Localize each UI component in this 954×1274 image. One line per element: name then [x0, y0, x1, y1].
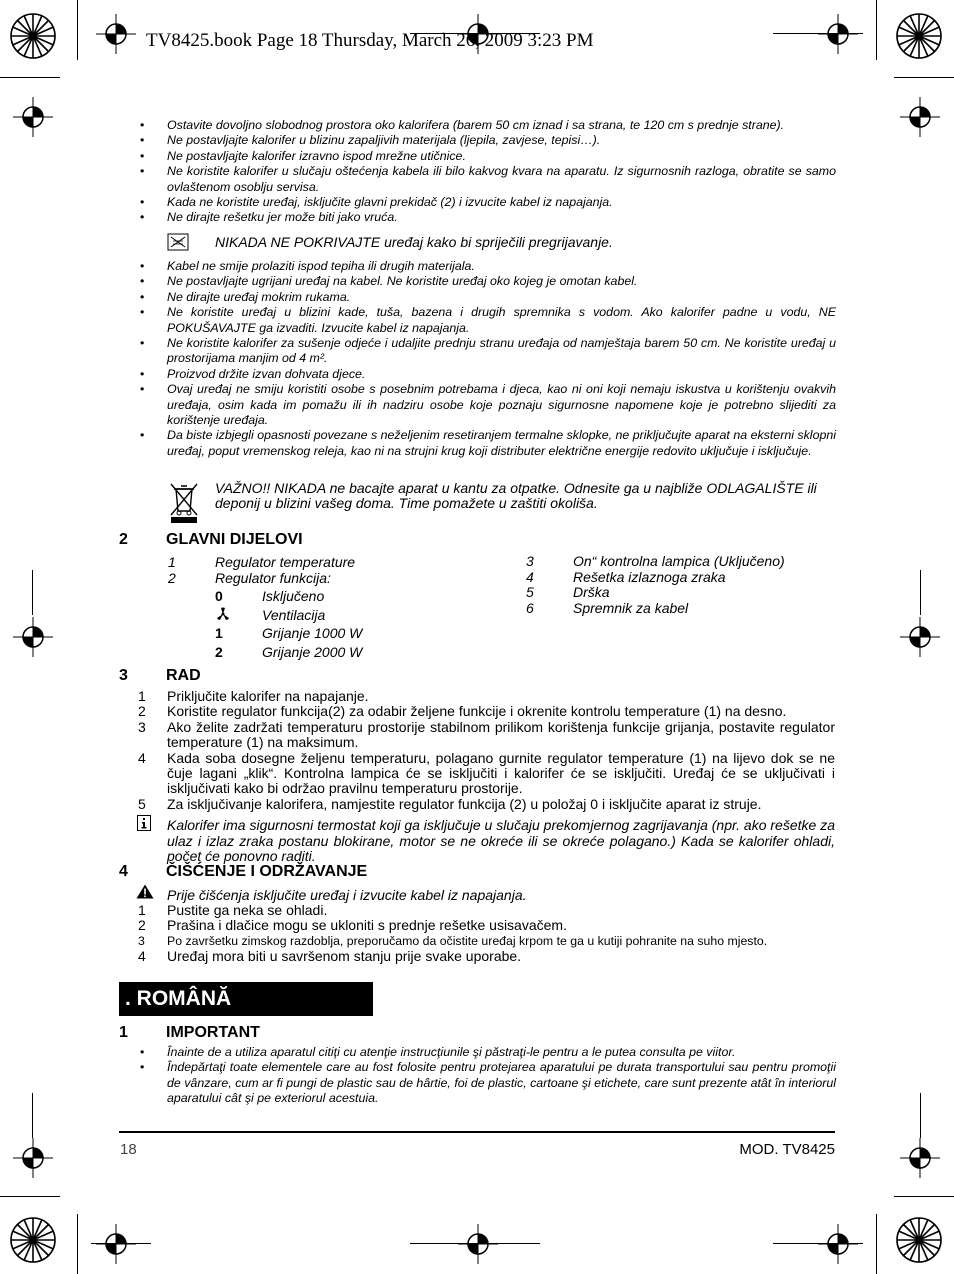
parts-list-left [168, 554, 508, 586]
starburst-mark-icon [10, 13, 56, 59]
function-key: 1 [215, 625, 223, 641]
section-number: 3 [119, 667, 128, 684]
list-item [215, 588, 515, 607]
function-list [215, 588, 515, 662]
list-item [138, 934, 835, 949]
step-number: 1 [138, 688, 146, 704]
step-text: Za isključivanje kalorifera, namjestite regulator funkcija (2) u položaj 0 i isključite aparat iz struje. [167, 795, 762, 812]
part-name: Regulator funkcija: [215, 570, 331, 586]
step-number: 3 [138, 718, 146, 735]
safety-list-a [140, 118, 836, 226]
starburst-mark-icon [10, 1217, 56, 1263]
step-number: 4 [138, 948, 146, 965]
crosshair-mark-icon [13, 617, 53, 657]
crossed-bin-icon [168, 481, 200, 525]
function-name: Grijanje 1000 W [262, 625, 363, 641]
list-item [138, 918, 835, 933]
model-label: MOD. TV8425 [739, 1141, 835, 1158]
page-number: 18 [120, 1141, 137, 1158]
part-name: On“ kontrolna lampica (Uključeno) [573, 553, 785, 569]
part-name: Regulator temperature [215, 554, 356, 570]
list-item: • Ne koristite uređaj u blizini kade, tuša, bazena i drugih spremnika s vodom. Ako kalorifer padne u vodu, NE POKUŠAVAJTE ga izvaditi. Izvucite kabel iz napajanja. [140, 305, 836, 336]
step-text: Koristite regulator funkcija(2) za odabir željene funkcije i okrenite kontrolu temperature (1) na desno. [167, 703, 787, 720]
warning-note: Prije čišćenja isključite uređaj i izvucite kabel iz napajanja. [167, 887, 527, 903]
section-title: GLAVNI DIJELOVI [166, 531, 303, 548]
step-number: 2 [138, 917, 146, 934]
crosshair-mark-icon [458, 1224, 498, 1264]
list-item: • Îndepărtaţi toate elementele care au fost folosite pentru protejarea aparatului pe durata transportului sau pentru promoţii de vânzare, cum ar fi pungi de plastic sau de hârtie, foi de plastic, cartoane şi etichete, care sunt prezente atât în interiorul aparatului cât şi pe exteriorul acestuia. [140, 1060, 836, 1106]
part-number: 5 [526, 584, 534, 600]
list-item: • Proizvod držite izvan dohvata djece. [140, 367, 836, 382]
step-text: Po završetku zimskog razdoblja, preporučamo da očistite uređaj krpom te ga u kutiji pohranite na suho mjesto. [167, 933, 768, 948]
crosshair-mark-icon [96, 1224, 136, 1264]
crop-line [410, 1243, 540, 1244]
list-item [215, 607, 515, 626]
banner-title: . ROMÂNĂ [125, 987, 232, 1010]
list-item: • Kada ne koristite uređaj, isključite glavni prekidač (2) i izvucite kabel iz napajanja. [140, 195, 836, 210]
romana-bullets [140, 1045, 836, 1107]
crop-line [0, 1196, 60, 1197]
part-number: 6 [526, 599, 534, 616]
list-item: • Ne koristite kalorifer u slučaju oštećenja kabela ili bilo kakvog kvara na aparatu. Iz sigurnosnih razloga, obratite se samo ovlaštenom osoblju servisa. [140, 164, 836, 195]
info-icon [137, 815, 151, 831]
part-number: 4 [526, 568, 534, 585]
list-item: • Ostavite dovoljno slobodnog prostora oko kalorifera (barem 50 cm iznad i sa strana, te 120 cm s prednje strane). [140, 118, 836, 133]
safety-list-b [140, 259, 836, 459]
starburst-mark-icon [896, 1217, 942, 1263]
list-item [526, 570, 836, 586]
part-number: 2 [168, 570, 176, 586]
operation-steps [138, 689, 835, 812]
crosshair-mark-icon [818, 1224, 858, 1264]
list-item: • Ne postavljajte kalorifer u blizinu zapaljivih materijala (ljepila, zavjese, tepisi…). [140, 133, 836, 148]
list-item: • Ovaj uređaj ne smiju koristiti osobe s posebnim potrebama i djeca, kao ni oni koji nemaju iskustva u korištenju ovakvih uređaja, osim kada im pomažu ili ih nadziru osobe koje poznaju sigurnosne napomene koje je potrebno slijediti za korištenje uređaja. [140, 382, 836, 428]
part-name: Drška [573, 584, 610, 600]
section-title: ČIŠĆENJE I ODRŽAVANJE [166, 863, 368, 880]
list-item [215, 625, 515, 644]
crosshair-mark-icon [900, 1138, 940, 1178]
step-number: 1 [138, 902, 146, 918]
list-item [138, 949, 835, 964]
list-item [138, 689, 835, 704]
list-item: • Da biste izbjegli opasnosti povezane s neželjenim resetiranjem termalne sklopke, ne priključujte aparat na eksterni sklopni uređaj, poput vremenskog releja, kao ni na strujni krug koji distributer električne energije redovito uključuje i isključuje. [140, 428, 836, 459]
crop-line [920, 1093, 921, 1138]
part-number: 1 [168, 554, 176, 570]
list-item: • Ne dirajte uređaj mokrim rukama. [140, 290, 836, 305]
crop-line [773, 33, 863, 34]
list-item [138, 751, 835, 797]
crop-line [32, 1093, 33, 1138]
step-text: Ako želite zadržati temperaturu prostorije stabilnom prilikom korištenja funkcije grijanja, postavite regulator temperature (1) na maksimum. [167, 718, 835, 751]
part-number: 3 [526, 553, 534, 569]
cleaning-steps [138, 903, 835, 965]
crop-line [77, 1214, 78, 1274]
list-item [526, 585, 836, 601]
part-name: Spremnik za kabel [573, 599, 689, 616]
function-name: Ventilacija [262, 606, 326, 623]
list-item: • Înainte de a utiliza aparatul citiţi cu atenţie instrucţiunile şi păstraţi-le pentru a le putea consulta pe viitor. [140, 1045, 836, 1060]
parts-list-right [526, 554, 836, 616]
no-cover-note: NIKADA NE POKRIVAJTE uređaj kako bi spriječili pregrijavanje. [215, 234, 613, 250]
step-number: 5 [138, 795, 146, 812]
section-number: 4 [119, 863, 128, 880]
section-number: 1 [119, 1024, 128, 1041]
crosshair-mark-icon [900, 97, 940, 137]
list-item: • Ne koristite kalorifer za sušenje odjeće i udaljite prednju stranu uređaja od namještaja barem 50 cm. Ne koristite uređaj u prostorijama manjim od 4 m². [140, 336, 836, 367]
list-item: • Ne dirajte rešetku jer može biti jako vruća. [140, 210, 836, 225]
list-item: • Ne postavljajte ugrijani uređaj na kabel. Ne koristite uređaj oko kojeg je omotan kabel. [140, 274, 836, 289]
list-item [215, 644, 515, 663]
list-item: • Kabel ne smije prolaziti ispod tepiha ili drugih materijala. [140, 259, 836, 274]
section-title: IMPORTANT [166, 1024, 260, 1041]
fan-icon [215, 607, 231, 624]
function-name: Grijanje 2000 W [262, 643, 363, 660]
crosshair-mark-icon [13, 1138, 53, 1178]
list-item [526, 601, 836, 617]
section-number: 2 [119, 531, 128, 548]
crop-line [920, 570, 921, 615]
starburst-mark-icon [896, 13, 942, 59]
disposal-note: VAŽNO!! NIKADA ne bacajte aparat u kantu za otpatke. Odnesite ga u najbliže ODLAGALIŠTE ili deponij u blizini vašeg doma. Time pomažete u zaštiti okoliša. [215, 480, 817, 511]
step-number: 3 [138, 933, 145, 948]
list-item [138, 903, 835, 918]
crop-line [91, 1243, 151, 1244]
crosshair-mark-icon [96, 14, 136, 54]
do-not-cover-icon [167, 233, 189, 251]
crop-line [894, 1196, 954, 1197]
step-text: Prašina i dlačice mogu se ukloniti s prednje rešetke usisavačem. [167, 917, 567, 934]
step-number: 2 [138, 703, 146, 720]
list-item: • Ne postavljajte kalorifer izravno ispod mrežne utičnice. [140, 149, 836, 164]
crop-line [876, 0, 877, 60]
crop-line [77, 0, 78, 60]
function-key: 0 [215, 588, 223, 604]
step-number: 4 [138, 749, 146, 766]
footer-rule [119, 1131, 835, 1133]
crop-line [773, 1243, 863, 1244]
warning-icon [136, 884, 154, 899]
crosshair-mark-icon [818, 14, 858, 54]
step-text: Kada soba dosegne željenu temperaturu, polagano gurnite regulator temperature (1) na lijevo dok se ne čuje lagani „klik“. Kontrolna lampica će se isključiti i kalorifer će se isključiti. Uređaj će se uključivati i isključivati kako bi održao pravilnu temperaturu prostorije. [167, 749, 835, 797]
book-header: TV8425.book Page 18 Thursday, March 26, 2009 3:23 PM [146, 30, 594, 51]
list-item [138, 720, 835, 751]
list-item [168, 554, 508, 570]
language-banner [119, 982, 373, 1016]
crosshair-mark-icon [900, 617, 940, 657]
crop-line [894, 77, 954, 78]
crop-line [32, 570, 33, 615]
section-title: RAD [166, 667, 201, 684]
part-name: Rešetka izlaznoga zraka [573, 568, 726, 585]
list-item [138, 797, 835, 812]
crosshair-mark-icon [13, 97, 53, 137]
step-text: Uređaj mora biti u savršenom stanju prije svake uporabe. [167, 948, 522, 965]
info-note: Kalorifer ima sigurnosni termostat koji ga isključuje u slučaju prekomjernog zagrijavanja (npr. ako rešetke za ulaz i izlaz zraka postanu blokirane, motor se ne okreće ili se okreće polagano.) Kada se kalorifer ohladi, počet će ponovno raditi. [167, 817, 835, 864]
crop-line [876, 1214, 877, 1274]
step-text: Pustite ga neka se ohladi. [167, 902, 328, 918]
step-text: Priključite kalorifer na napajanje. [167, 688, 369, 704]
function-name: Isključeno [262, 588, 325, 604]
list-item [168, 570, 508, 586]
crop-line [0, 77, 60, 78]
function-key: 2 [215, 643, 223, 660]
list-item [138, 704, 835, 719]
list-item [526, 554, 836, 570]
